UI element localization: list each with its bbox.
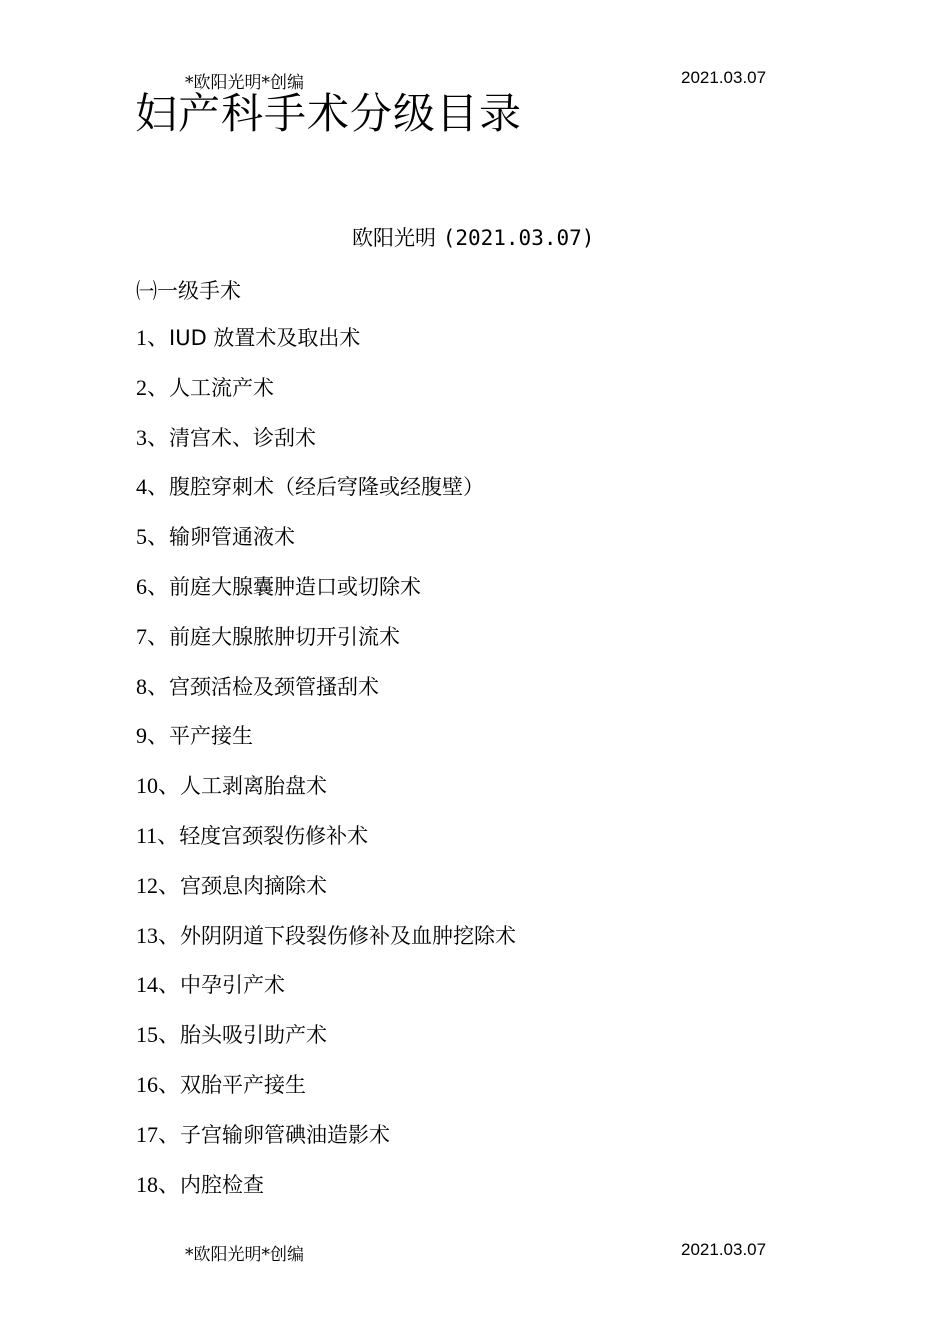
list-item bbox=[136, 621, 516, 671]
list-item-number: 15、 bbox=[136, 1022, 181, 1048]
author-line bbox=[352, 222, 594, 252]
list-item-text: 清宫术、诊刮术 bbox=[169, 425, 317, 450]
list-item bbox=[136, 920, 516, 970]
list-item bbox=[136, 969, 516, 1019]
list-item bbox=[136, 322, 516, 372]
list-item-number: 17、 bbox=[136, 1121, 181, 1147]
document-title: 妇产科手术分级目录 bbox=[135, 89, 523, 138]
list-item-text: 人工剥离胎盘术 bbox=[180, 774, 328, 799]
list-item bbox=[136, 1169, 516, 1219]
list-item bbox=[136, 1119, 516, 1169]
list-item bbox=[136, 471, 516, 521]
list-item bbox=[136, 521, 516, 571]
list-item bbox=[136, 571, 516, 621]
list-item-number: 5、 bbox=[136, 524, 170, 550]
list-item-text: 输卵管通液术 bbox=[169, 525, 296, 550]
list-item bbox=[136, 820, 516, 870]
list-item-number: 14、 bbox=[136, 972, 181, 998]
list-item bbox=[136, 1069, 516, 1119]
list-item bbox=[136, 422, 516, 472]
list-item bbox=[136, 671, 516, 721]
list-item bbox=[136, 720, 516, 770]
author-name: 欧阳光明 bbox=[352, 226, 436, 250]
list-item bbox=[136, 870, 516, 920]
header-date: 2021.03.07 bbox=[681, 68, 767, 87]
list-item-number: 6、 bbox=[136, 573, 170, 599]
list-item-text: 胎头吸引助产术 bbox=[180, 1023, 328, 1048]
list-item-text: 前庭大腺囊肿造口或切除术 bbox=[169, 574, 422, 599]
list-item-number: 18、 bbox=[136, 1171, 181, 1197]
footer-date: 2021.03.07 bbox=[681, 1240, 767, 1259]
list-item-text: 宫颈息肉摘除术 bbox=[180, 873, 328, 898]
list-item-number: 13、 bbox=[136, 922, 181, 948]
list-item-text: 双胎平产接生 bbox=[180, 1072, 307, 1097]
list-item-number: 4、 bbox=[136, 474, 170, 500]
list-item bbox=[136, 1019, 516, 1069]
list-item-number: 8、 bbox=[136, 673, 170, 699]
list-item-text: IUD 放置术及取出术 bbox=[169, 326, 361, 350]
list-item bbox=[136, 372, 516, 422]
list-item-text: 轻度宫颈裂伤修补术 bbox=[179, 823, 369, 848]
surgery-list bbox=[136, 322, 516, 1218]
list-item-text: 前庭大腺脓肿切开引流术 bbox=[169, 624, 401, 649]
author-date: (2021.03.07) bbox=[442, 226, 595, 250]
list-item-number: 2、 bbox=[136, 374, 170, 400]
list-item-text: 中孕引产术 bbox=[180, 973, 286, 998]
list-item bbox=[136, 770, 516, 820]
list-item-number: 1、 bbox=[136, 325, 170, 350]
list-item-number: 3、 bbox=[136, 424, 170, 450]
list-item-number: 7、 bbox=[136, 623, 170, 649]
list-item-number: 12、 bbox=[136, 872, 181, 898]
header-author-note: *欧阳光明*创编 bbox=[185, 73, 304, 93]
list-item-text: 外阴阴道下段裂伤修补及血肿挖除术 bbox=[180, 923, 517, 948]
list-item-number: 16、 bbox=[136, 1071, 181, 1097]
list-item-number: 11、 bbox=[136, 822, 180, 848]
list-item-text: 腹腔穿刺术（经后穹隆或经腹壁） bbox=[169, 475, 485, 500]
list-item-number: 9、 bbox=[136, 723, 170, 749]
list-item-text: 内腔检查 bbox=[180, 1172, 265, 1197]
section-heading: ㈠一级手术 bbox=[136, 279, 241, 303]
list-item-text: 平产接生 bbox=[169, 724, 254, 749]
list-item-text: 宫颈活检及颈管搔刮术 bbox=[169, 674, 380, 699]
footer-author-note: *欧阳光明*创编 bbox=[185, 1245, 304, 1265]
list-item-number: 10、 bbox=[136, 773, 181, 799]
list-item-text: 人工流产术 bbox=[169, 375, 275, 400]
list-item-text: 子宫输卵管碘油造影术 bbox=[180, 1122, 391, 1147]
